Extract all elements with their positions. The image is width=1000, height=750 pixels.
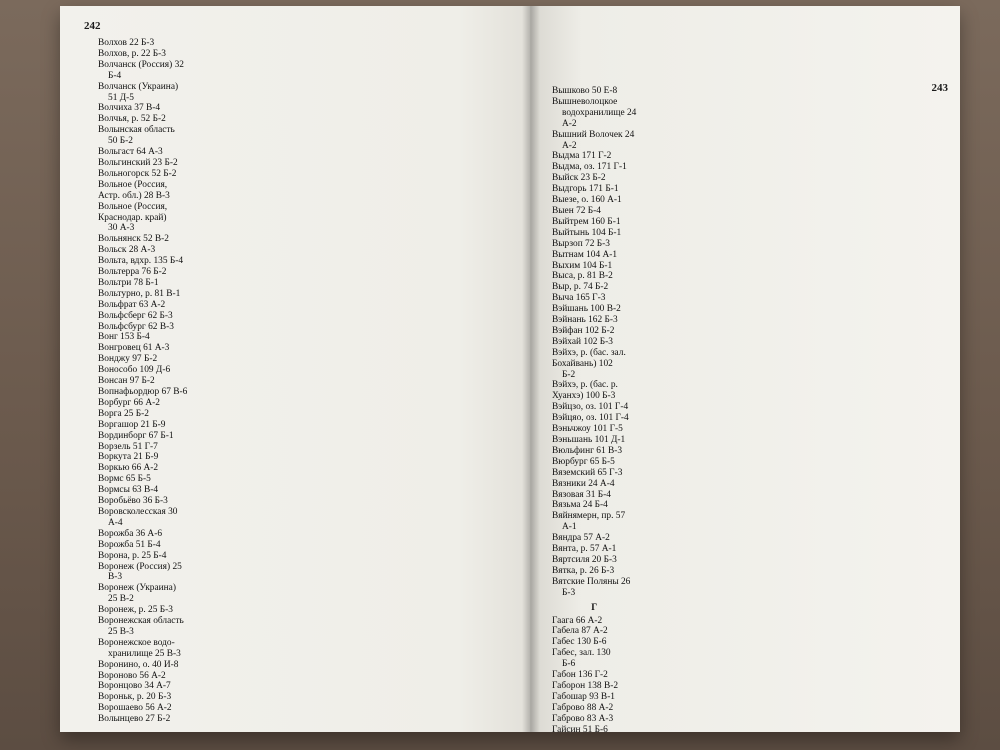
index-entry: Вэйцзо, оз. 101 Г-4: [552, 402, 629, 413]
index-entry: Вяйнямерн, пр. 57: [552, 511, 626, 522]
index-entry: Вязьма 24 Б-4: [552, 500, 608, 511]
index-entry: Волчиха 37 В-4: [98, 103, 161, 114]
index-entry: Ворожба 36 А-6: [98, 528, 163, 539]
index-entry: Вольтри 78 Б-1: [98, 277, 159, 288]
index-entry: Волынцево 27 Б-2: [98, 714, 171, 725]
book-gutter: [522, 6, 540, 732]
index-entry: Габес, зал. 130: [552, 648, 611, 659]
index-entry: Воронежская область: [98, 616, 184, 627]
index-entry: Вяндра 57 А-2: [552, 533, 610, 544]
index-entry: Астр. обл.) 28 В-3: [98, 190, 170, 201]
section-letter: Г: [591, 602, 598, 613]
index-entry: Вольфсбург 62 В-3: [98, 321, 174, 332]
index-entry: Габрово 83 А-3: [552, 713, 614, 724]
index-entry: Выезе, о. 160 А-1: [552, 195, 622, 206]
index-entry: Вырзоп 72 Б-3: [552, 238, 610, 249]
index-entry: Волхов 22 Б-3: [98, 38, 155, 48]
index-entry: Воронеж, р. 25 Б-3: [98, 605, 173, 616]
index-entry: Вормсы 63 В-4: [98, 485, 159, 496]
index-entry: Габрово 88 А-2: [552, 702, 614, 713]
index-entry: Вольфрат 63 А-2: [98, 299, 166, 310]
left-page: [60, 6, 530, 732]
index-entry: Хуанхэ) 100 Б-3: [552, 391, 616, 402]
index-entry: Вюрбург 65 Б-5: [552, 456, 615, 467]
index-entry: Бохайвань) 102: [552, 358, 613, 369]
index-entry: Воргашор 21 Б-9: [98, 419, 166, 430]
index-entry: Вэйхэ, р. (бас. зал.: [552, 347, 626, 358]
index-entry: Вольное (Россия,: [98, 201, 168, 212]
index-entry: Гайсин 51 Б-6: [552, 724, 608, 735]
index-entry: Вянта, р. 57 А-1: [552, 544, 617, 555]
index-entry: Воронцово 34 А-7: [98, 681, 171, 692]
index-column: [552, 86, 636, 735]
index-entry: Вязники 24 А-4: [552, 478, 615, 489]
index-entry: Воронежское водо-: [98, 637, 175, 648]
index-entry: Вэйфан 102 Б-2: [552, 325, 615, 336]
index-entry: А-1: [562, 522, 577, 533]
index-entry: Вятские Поляны 26: [552, 576, 631, 587]
index-entry: 25 В-3: [108, 626, 134, 637]
index-entry: Вольнянск 52 В-2: [98, 234, 169, 245]
index-entry: Волынская область: [98, 125, 175, 136]
page-number-left: 242: [84, 20, 101, 32]
index-entry: Ворзель 51 Г-7: [98, 441, 158, 452]
index-entry: Вормс 65 Б-5: [98, 474, 151, 485]
index-entry: Вяземский 65 Г-3: [552, 467, 623, 478]
index-entry: Волхов, р. 22 Б-3: [98, 48, 166, 59]
index-entry: Вышний Волочек 24: [552, 129, 635, 140]
index-entry: Воробьёво 36 Б-3: [98, 496, 168, 507]
index-entry: Вольгаст 64 А-3: [98, 147, 163, 158]
index-entry: Выен 72 Б-4: [552, 205, 601, 216]
index-entry: Ворожба 51 Б-4: [98, 539, 161, 550]
index-entry: Вонгровец 61 А-3: [98, 343, 170, 354]
index-entry: Вэйхэ, р. (бас. р.: [552, 380, 618, 391]
index-entry: Вороново 56 А-2: [98, 670, 166, 681]
index-entry: Воркью 66 А-2: [98, 463, 159, 474]
index-entry: Б-2: [562, 369, 576, 380]
index-column: [98, 38, 187, 725]
index-entry: Вопнафьордюр 67 В-6: [98, 387, 188, 397]
index-entry: Воровсколесская 30: [98, 506, 178, 517]
index-entry: Вординборг 67 Б-1: [98, 430, 174, 441]
index-entry: Выр, р. 74 Б-2: [552, 282, 609, 293]
index-entry: Волчья, р. 52 Б-2: [98, 114, 166, 125]
index-entry: Воронеж (Украина): [98, 583, 176, 594]
index-entry: А-2: [562, 140, 577, 151]
index-entry: Вышневолоцкое: [552, 96, 618, 107]
index-entry: Гаага 66 А-2: [552, 615, 603, 626]
index-entry: Выйтрем 160 Б-1: [552, 216, 621, 227]
index-entry: Вольта, вдхр. 135 Б-4: [98, 256, 184, 267]
index-entry: Вятка, р. 26 Б-3: [552, 565, 615, 576]
index-entry: Выдма 171 Г-2: [552, 151, 612, 162]
index-entry: водохранилище 24: [562, 107, 637, 118]
index-entry: Вонджу 97 Б-2: [98, 354, 158, 365]
index-entry: Ворга 25 Б-2: [98, 408, 149, 419]
index-entry: А-2: [562, 118, 577, 129]
index-entry: Волчанск (Россия) 32: [98, 59, 184, 70]
index-entry: Выйск 23 Б-2: [552, 173, 606, 184]
index-entry: Вольтерра 76 Б-2: [98, 267, 167, 278]
index-entry: Вышково 50 Е-8: [552, 86, 618, 96]
index-entry: Габорон 138 В-2: [552, 680, 619, 691]
index-entry: Вяртсиля 20 Б-3: [552, 554, 617, 565]
index-entry: Б-3: [562, 587, 576, 598]
index-entry: Выхим 104 Б-1: [552, 260, 613, 271]
index-entry: Б-4: [108, 70, 122, 81]
right-page: [530, 6, 960, 735]
index-entry: Вонсан 97 Б-2: [98, 376, 155, 387]
index-entry: Выдгорь 171 Б-1: [552, 184, 619, 195]
index-entry: 51 Д-5: [108, 92, 134, 103]
index-entry: Вольгинский 23 Б-2: [98, 157, 178, 168]
index-entry: Габон 136 Г-2: [552, 670, 608, 681]
index-entry: хранилище 25 В-3: [108, 648, 181, 659]
index-entry: Выдма, оз. 171 Г-1: [552, 162, 627, 173]
index-entry: А-4: [108, 517, 123, 528]
index-entry: Вольтурно, р. 81 В-1: [98, 288, 181, 299]
index-entry: Выча 165 Г-3: [552, 293, 606, 304]
index-entry: Вольск 28 А-3: [98, 245, 156, 256]
index-entry: Вороньк, р. 20 Б-3: [98, 692, 172, 703]
index-entry: Вэньшань 101 Д-1: [552, 435, 626, 445]
index-entry: Вэйхай 102 Б-3: [552, 336, 613, 347]
index-entry: Вэйцяо, оз. 101 Г-4: [552, 413, 629, 424]
index-entry: Воркута 21 Б-9: [98, 452, 159, 463]
open-book: [60, 6, 960, 735]
index-entry: В-3: [108, 572, 123, 583]
index-entry: 25 В-2: [108, 594, 134, 605]
index-entry: Габошар 93 В-1: [552, 691, 615, 702]
index-entry: Ворона, р. 25 Б-4: [98, 550, 167, 561]
index-entry: Ворошаево 56 А-2: [98, 703, 172, 714]
index-entry: 50 Б-2: [108, 136, 133, 147]
index-entry: Выйтынь 104 Б-1: [552, 227, 622, 238]
index-entry: Вонособо 109 Д-6: [98, 365, 171, 376]
index-entry: Вольное (Россия,: [98, 179, 168, 190]
index-entry: Краснодар. край): [98, 212, 167, 223]
page-number-right: 243: [931, 82, 948, 94]
index-entry: Выса, р. 81 В-2: [552, 271, 613, 282]
index-entry: Вольфсберг 62 Б-3: [98, 310, 173, 321]
index-entry: Вытнам 104 А-1: [552, 249, 618, 260]
index-entry: Габес 130 Б-6: [552, 637, 607, 648]
index-entry: Вэньчжоу 101 Г-5: [552, 424, 623, 435]
index-entry: Воронино, о. 40 И-8: [98, 659, 179, 670]
index-entry: Вязовая 31 Б-4: [552, 489, 611, 500]
index-entry: Вэйнань 162 Б-3: [552, 315, 618, 326]
index-entry: Ворбург 66 А-2: [98, 397, 160, 408]
index-entry: Вюльфинг 61 В-3: [552, 445, 623, 456]
index-entry: Воронеж (Россия) 25: [98, 561, 182, 572]
index-entry: Габела 87 А-2: [552, 626, 608, 637]
index-entry: Вольногорск 52 Б-2: [98, 168, 177, 179]
index-entry: 30 А-3: [108, 223, 135, 234]
index-entry: Б-6: [562, 659, 576, 670]
index-entry: Волчанск (Украина): [98, 81, 179, 92]
index-entry: Вэйшань 100 В-2: [552, 304, 621, 315]
index-entry: Вонг 153 Б-4: [98, 332, 150, 343]
